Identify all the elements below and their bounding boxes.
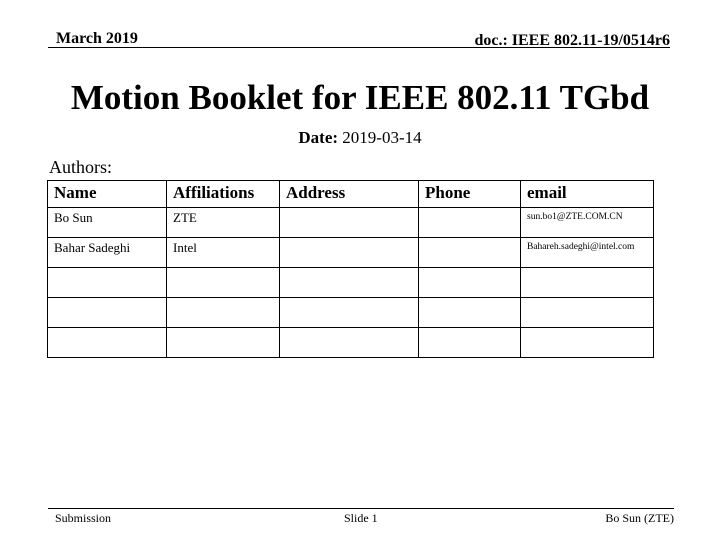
cell-affiliation: [167, 328, 280, 358]
cell-email: Bahareh.sadeghi@intel.com: [521, 238, 654, 268]
cell-address: [280, 208, 419, 238]
authors-table: [47, 180, 654, 358]
table-row: [48, 298, 654, 328]
header-date: March 2019: [56, 30, 138, 47]
column-header-address: Address: [280, 181, 419, 208]
cell-phone: [419, 268, 521, 298]
date-value: 2019-03-14: [342, 128, 422, 147]
cell-affiliation: Intel: [167, 238, 280, 268]
cell-address: [280, 268, 419, 298]
header-doc-id: doc.: IEEE 802.11-19/0514r6: [474, 32, 670, 49]
header-divider: [48, 47, 670, 48]
table-row: [48, 328, 654, 358]
cell-phone: [419, 328, 521, 358]
cell-address: [280, 238, 419, 268]
column-header-email: email: [521, 181, 654, 208]
cell-name: [48, 328, 167, 358]
cell-address: [280, 328, 419, 358]
date-label: Date:: [298, 128, 339, 147]
cell-phone: [419, 238, 521, 268]
cell-email: [521, 268, 654, 298]
cell-name: [48, 298, 167, 328]
column-header-phone: Phone: [419, 181, 521, 208]
cell-email: sun.bo1@ZTE.COM.CN: [521, 208, 654, 238]
table-row: [48, 238, 654, 268]
table-row: [48, 208, 654, 238]
date-line: [0, 128, 720, 148]
slide-title: Motion Booklet for IEEE 802.11 TGbd: [70, 78, 650, 117]
footer-divider: [48, 508, 674, 509]
footer-author: Bo Sun (ZTE): [605, 511, 674, 525]
cell-affiliation: ZTE: [167, 208, 280, 238]
cell-phone: [419, 298, 521, 328]
cell-phone: [419, 208, 521, 238]
slide-number: Slide 1: [344, 511, 378, 525]
cell-affiliation: [167, 268, 280, 298]
column-header-name: Name: [48, 181, 167, 208]
table-header-row: [48, 181, 654, 208]
cell-address: [280, 298, 419, 328]
authors-label: Authors:: [49, 157, 112, 177]
table-row: [48, 268, 654, 298]
cell-email: [521, 328, 654, 358]
cell-name: Bo Sun: [48, 208, 167, 238]
column-header-affiliations: Affiliations: [167, 181, 280, 208]
cell-affiliation: [167, 298, 280, 328]
footer-submission: Submission: [55, 511, 112, 525]
cell-name: Bahar Sadeghi: [48, 238, 167, 268]
cell-email: [521, 298, 654, 328]
cell-name: [48, 268, 167, 298]
